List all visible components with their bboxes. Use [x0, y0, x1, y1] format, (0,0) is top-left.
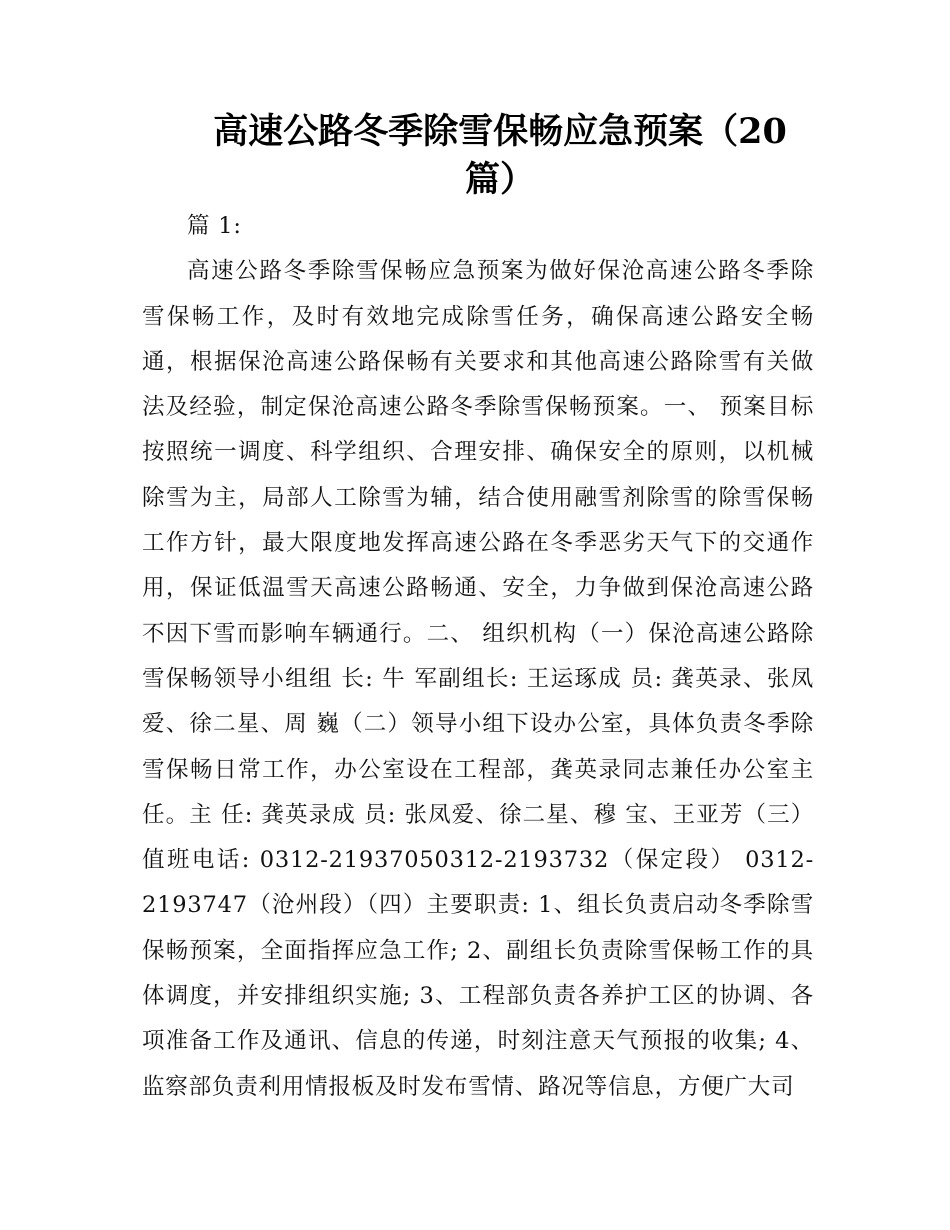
body-paragraph: 高速公路冬季除雪保畅应急预案为做好保沧高速公路冬季除雪保畅工作，及时有效地完成除雪任务，确保高速公路安全畅通，根据保沧高速公路保畅有关要求和其他高速公路除雪有关做法及经验，制定保沧高速公路冬季除雪保畅预案。一、 预案目标按照统一调度、科学组织、合理安排、确保安全的原则，以机械除雪为主，局部人工除雪为辅，结合使用融雪剂除雪的除雪保畅工作方针，最大限度地发挥高速公路在冬季恶劣天气下的交通作用，保证低温雪天高速公路畅通、安全，力争做到保沧高速公路不因下雪而影响车辆通行。二、 组织机构（一）保沧高速公路除雪保畅领导小组组 长: 牛 军副组长: 王运琢成 员: 龚英录、张凤爱、徐二星、周 巍（二）领导小组下设办公室，具体负责冬季除雪保畅日常工作，办公室设在工程部，龚英录同志兼任办公室主任。主 任: 龚英录成 员: 张凤爱、徐二星、穆 宝、王亚芳（三）值班电话: 0312-21937050312-2193732（保定段） 0312-2193747（沧州段）（四）主要职责: 1、组长负责启动冬季除雪保畅预案，全面指挥应急工作; 2、副组长负责除雪保畅工作的具体调度，并安排组织实施; 3、工程部负责各养护工区的协调、各项准备工作及通讯、信息的传递，时刻注意天气预报的收集; 4、监察部负责利用情报板及时发布雪情、路况等信息，方便广大司 — [142, 258, 814, 1100]
section-label: 篇 1: — [187, 213, 242, 239]
document-title: 高速公路冬季除雪保畅应急预案（20篇） — [213, 111, 787, 200]
document-body — [142, 204, 814, 1110]
